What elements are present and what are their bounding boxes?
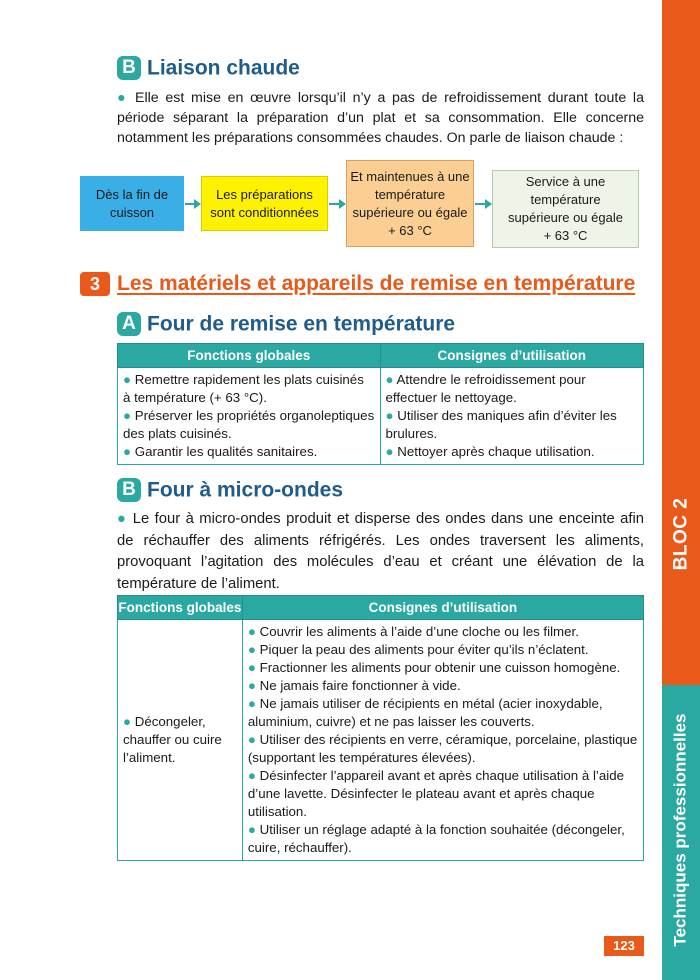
section-letter-badge: B [117,478,141,502]
micro-ondes-paragraph [117,509,644,595]
list-item-text: Fractionner les aliments pour obtenir une cuisson homogène. [259,660,621,675]
list-item-text: Nettoyer après chaque utilisation. [397,444,595,459]
bullet-icon: ● [247,732,256,747]
list-item-text: Utiliser des récipients en verre, céramique, porcelaine, plastique (supportant les températures élevées). [247,732,638,765]
flow-arrow-icon [329,203,344,205]
bullet-icon: ● [247,696,256,711]
list-item-text: Utiliser des maniques afin d’éviter les brulures. [385,408,617,441]
list-item [248,677,638,695]
section-letter-badge: B [117,56,141,80]
flow-step-4-text: Service à une température supérieure ou égale + 63 °C [508,174,623,243]
heading-text: Liaison chaude [147,56,300,80]
list-item [248,731,638,767]
list-item [123,443,375,461]
bullet-icon: ● [247,822,256,837]
list-item [248,641,638,659]
bullet-icon: ● [123,714,132,729]
list-item [248,659,638,677]
flow-step-2-text: Les préparations sont conditionnées [210,186,319,220]
list-item-text: Préserver les propriétés organoleptiques des plats cuisinés. [123,408,375,441]
table-header: Consignes d’utilisation [380,344,644,368]
flow-arrow-icon [475,203,490,205]
flow-step-1 [80,176,184,231]
list-item [386,443,639,461]
bloc-label-text: BLOC 2 [670,497,691,571]
table-header: Fonctions globales [118,596,243,620]
paragraph-text: Le four à micro-ondes produit et disperse des ondes dans une enceinte afin de réchauffer des aliments réfrigérés. Les ondes traversent les aliments, provoquant l’agitation des molécules d’eau et créant une élévation de la température de l’aliment. [117,511,644,592]
bloc-label [662,484,700,584]
bullet-icon: ● [123,408,132,423]
heading-micro-ondes [117,478,343,502]
bullet-icon: ● [247,642,256,657]
heading-liaison-chaude [117,56,300,80]
bullet-icon: ● [123,372,132,387]
list-item [248,695,638,731]
list-item-text: Ne jamais utiliser de récipients en métal (acier inoxydable, aluminium, cuivre) et ne pas laisser les couverts. [247,696,603,729]
flow-step-3 [346,160,474,247]
table-header: Fonctions globales [118,344,381,368]
table-cell [242,620,643,861]
table-cell [118,368,381,465]
bullet-icon: ● [123,444,132,459]
section-3-heading [80,272,635,296]
list-item-text: Couvrir les aliments à l’aide d’une cloche ou les filmer. [259,624,579,639]
list-item [123,371,375,407]
bullet-icon: ● [385,408,394,423]
paragraph-text: Elle est mise en œuvre lorsqu’il n’y a pas de refroidissement durant toute la période séparant la préparation d’un plat et sa consommation. Elle concerne notamment les préparations consommées chaudes. On parle de liaison chaude : [117,90,644,146]
flow-arrow-icon [185,203,199,205]
list-item-text: Remettre rapidement les plats cuisinés à température (+ 63 °C). [123,372,364,405]
flow-step-4 [492,170,639,248]
heading-text: Four de remise en température [147,312,456,336]
bullet-icon: ● [247,678,256,693]
bullet-icon: ● [117,90,129,106]
category-label [662,690,700,970]
heading-four-remise [117,312,455,336]
table-header: Consignes d’utilisation [242,596,643,620]
flow-step-2 [201,176,328,231]
list-item [386,407,639,443]
heading-text: Four à micro-ondes [147,478,344,502]
page-number: 123 [604,936,644,956]
bullet-icon: ● [385,372,394,387]
list-item [248,821,638,857]
list-item-text: Garantir les qualités sanitaires. [134,444,318,459]
list-item [386,371,639,407]
bullet-icon: ● [117,511,128,527]
bullet-icon: ● [247,768,256,783]
section-number-badge: 3 [80,272,110,296]
flow-step-1-text: Dès la fin de cuisson [95,186,169,220]
bullet-icon: ● [247,660,256,675]
flow-step-3-text: Et maintenues à une température supérieure ou égale + 63 °C [350,168,470,238]
table-cell [380,368,644,465]
list-item-text: Piquer la peau des aliments pour éviter qu’ils n’éclatent. [259,642,589,657]
list-item-text: Décongeler, chauffer ou cuire l’aliment. [123,714,222,765]
list-item-text: Désinfecter l’appareil avant et après chaque utilisation à l’aide d’une lavette. Désinfecter le plateau avant et après chaque utilisation. [247,768,625,819]
four-remise-table [117,343,644,465]
list-item [123,407,375,443]
liaison-paragraph [117,88,644,148]
list-item [248,623,638,641]
list-item-text: Ne jamais faire fonctionner à vide. [259,678,461,693]
category-label-text: Techniques professionnelles [671,713,690,947]
section-title: Les matériels et appareils de remise en température [117,272,636,295]
list-item [248,767,638,821]
bullet-icon: ● [247,624,256,639]
list-item-text: Utiliser un réglage adapté à la fonction souhaitée (décongeler, cuire, réchauffer). [247,822,625,855]
bullet-icon: ● [385,444,394,459]
micro-ondes-table [117,595,644,861]
table-cell [118,620,243,861]
list-item-text: Attendre le refroidissement pour effectuer le nettoyage. [385,372,586,405]
section-letter-badge: A [117,312,141,336]
